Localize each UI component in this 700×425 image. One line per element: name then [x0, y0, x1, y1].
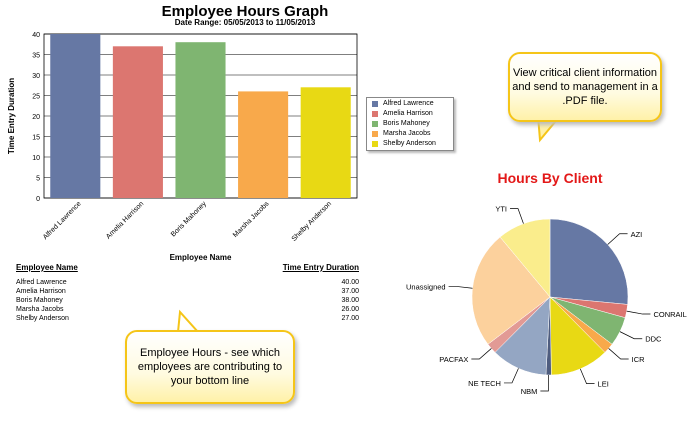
pie-leader-line — [504, 368, 518, 383]
duration-cell: 38.00 — [341, 297, 359, 304]
pie-slice-label: YTI — [495, 204, 508, 214]
y-tick-label: 15 — [32, 134, 40, 142]
pie-leader-line — [540, 375, 548, 391]
legend-label: Amelia Harrison — [383, 110, 433, 117]
y-tick-label: 5 — [36, 175, 40, 183]
pie-leader-line — [609, 348, 629, 359]
pie-chart-title: Hours By Client — [497, 170, 603, 186]
pie-leader-line — [620, 332, 642, 339]
pie-slice-label: NBM — [520, 386, 538, 396]
column-header-time-entry-duration: Time Entry Duration — [282, 263, 359, 272]
duration-cell: 37.00 — [341, 288, 359, 295]
pie-slice-label: NE TECH — [468, 378, 501, 388]
pie-leader-line — [608, 234, 628, 245]
duration-cell: 27.00 — [341, 315, 359, 322]
employee-callout-text: Employee Hours - see which employees are contributing to your bottom line — [137, 347, 283, 387]
y-tick-label: 30 — [32, 73, 40, 80]
y-axis-label: Time Entry Duration — [7, 77, 16, 155]
duration-cell: 40.00 — [341, 279, 359, 286]
y-tick-label: 0 — [36, 196, 40, 203]
pie-slice-label: AZI — [630, 229, 643, 239]
pie-leader-line — [627, 311, 651, 314]
pie-slice — [550, 219, 628, 304]
employee-name-cell: Marsha Jacobs — [16, 306, 64, 313]
x-tick-label: Boris Mahoney — [169, 200, 208, 239]
pie-slice-label: CONRAIL — [653, 310, 687, 320]
y-tick-label: 10 — [32, 155, 40, 162]
y-tick-label: 40 — [32, 32, 40, 39]
y-tick-label: 25 — [32, 93, 40, 101]
bar-chart-subtitle: Date Range: 05/05/2013 to 11/05/2013 — [174, 18, 316, 27]
pie-leader-line — [580, 369, 594, 384]
legend-label: Shelby Anderson — [383, 140, 436, 147]
pie-leader-line — [510, 209, 523, 224]
pie-slice-label: LEI — [597, 379, 609, 389]
x-axis-label: Employee Name — [169, 253, 232, 262]
legend-label: Boris Mahoney — [383, 120, 430, 127]
employee-name-cell: Shelby Anderson — [16, 315, 69, 322]
employee-name-cell: Amelia Harrison — [16, 288, 66, 295]
x-tick-label: Marsha Jacobs — [231, 200, 271, 239]
x-tick-label: Alfred Lawrence — [41, 200, 83, 242]
pie-slice-label: ICR — [631, 355, 645, 365]
x-tick-label: Amelia Harrison — [105, 200, 146, 241]
duration-cell: 26.00 — [341, 306, 359, 313]
y-tick-label: 35 — [32, 52, 40, 60]
employee-name-cell: Boris Mahoney — [16, 297, 63, 304]
legend-label: Marsha Jacobs — [383, 130, 431, 137]
pie-slice-label: PACFAX — [439, 355, 469, 365]
pie-slice-label: Unassigned — [405, 282, 446, 292]
employee-name-cell: Alfred Lawrence — [16, 279, 67, 286]
pie-leader-line — [471, 348, 491, 359]
x-tick-label: Shelby Anderson — [290, 200, 334, 243]
legend-label: Alfred Lawrence — [383, 100, 434, 107]
bar-chart-title: Employee Hours Graph — [161, 3, 329, 20]
column-header-employee-name: Employee Name — [16, 263, 78, 272]
y-tick-label: 20 — [32, 114, 40, 121]
pdf-callout-text: View critical client information and send to management in a .PDF file. — [512, 67, 658, 107]
pie-leader-line — [449, 286, 473, 288]
pie-slice-label: DDC — [645, 334, 662, 344]
